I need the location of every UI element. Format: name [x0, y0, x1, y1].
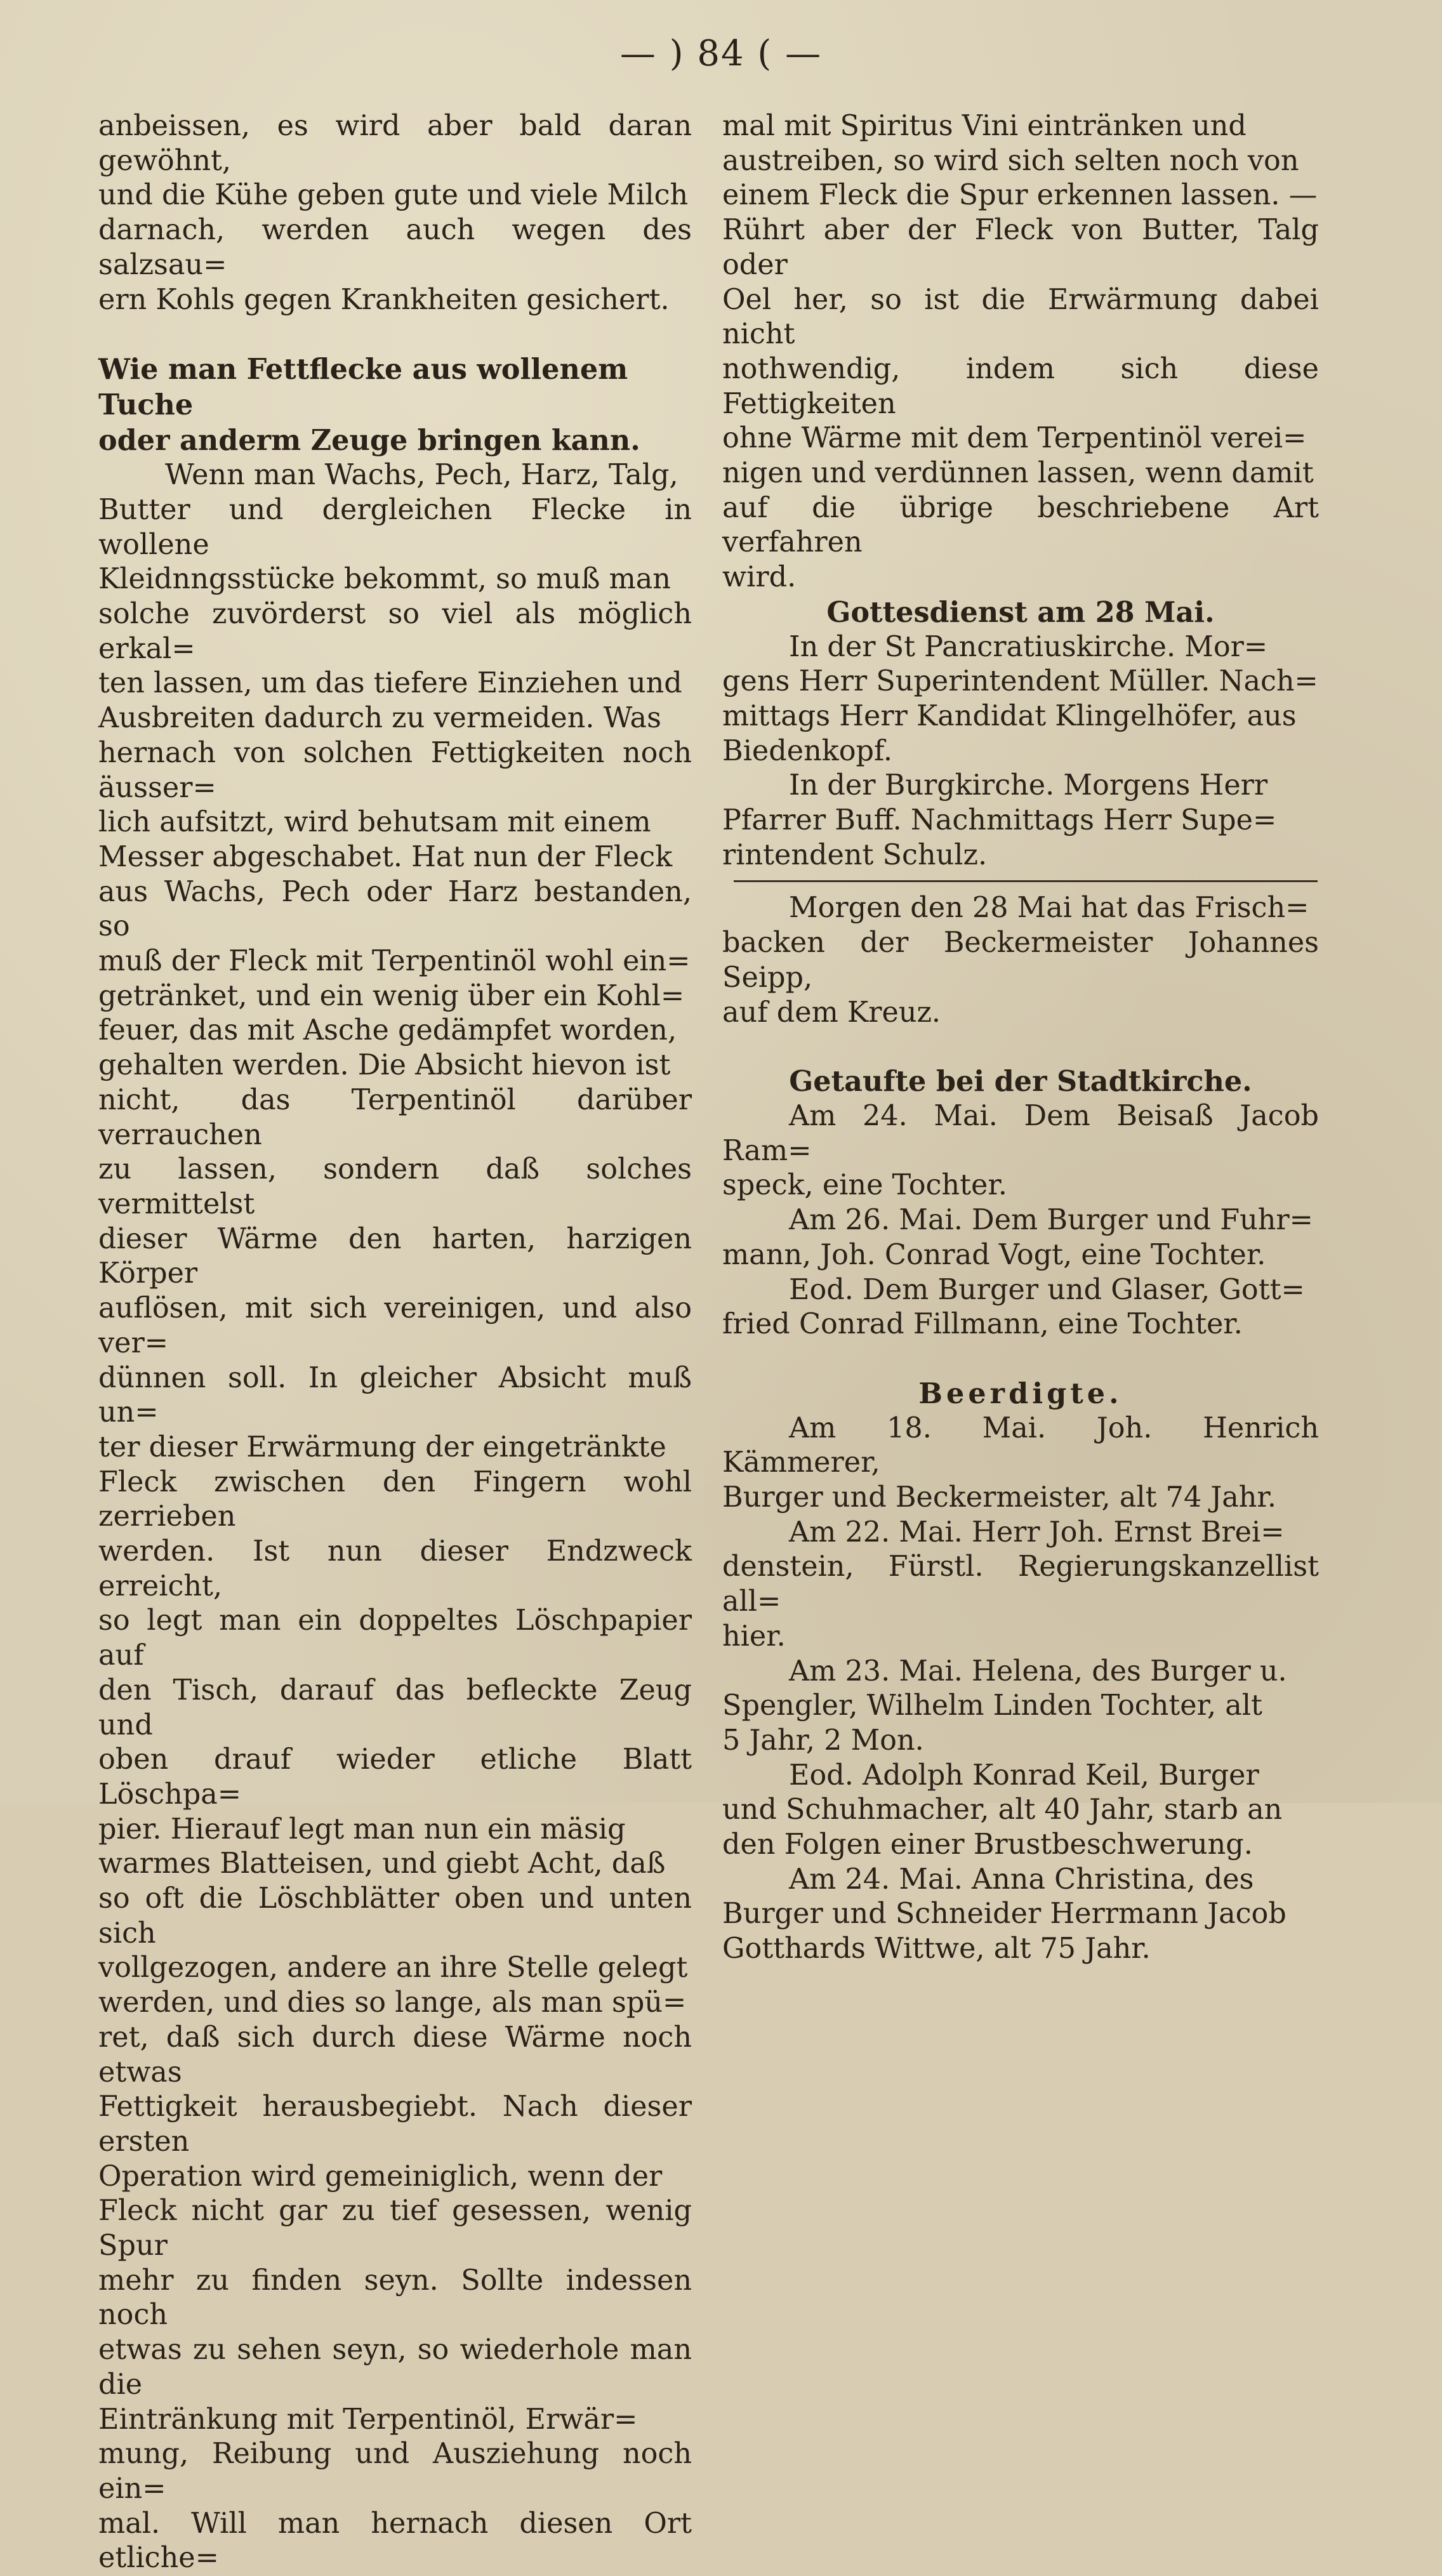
baptism-entry: Am 26. Mai. Dem Burger und Fuhr= mann, Joh. Conrad Vogt, eine Tochter. — [722, 1204, 1313, 1271]
section-divider — [734, 880, 1318, 882]
left-column — [98, 109, 692, 2576]
burials-heading: Beerdigte. — [918, 1377, 1123, 1410]
burial-entry: Am 24. Mai. Anna Christina, des Burger und Schneider Herrmann Jacob Gotthards Wittwe, alt 75 Jahr. — [722, 1863, 1287, 1965]
baptism-entry: Eod. Dem Burger und Glaser, Gott= fried Conrad Fillmann, eine Tochter. — [722, 1273, 1305, 1341]
service-burgkirche: In der Burgkirche. Morgens Herr Pfarrer Buff. Nachmittags Herr Supe= rintendent Schulz. — [722, 769, 1277, 871]
right-column — [722, 109, 1319, 1967]
article-body: Wenn man Wachs, Pech, Harz, Talg, Butter und dergleichen Flecke in wollene Kleidnngsstücke bekommt, so muß man solche zuvörderst so viel als möglich erkal= ten lassen, um das tiefere Einziehen und Ausbreiten dadurch zu vermeiden. Was hernach von solchen Fettigkeiten noch äusser= lich aufsitzt, wird behutsam mit einem Messer abgeschabet. Hat nun der Fleck aus Wachs, Pech oder Harz bestanden, so muß der Fleck mit Terpentinöl wohl ein= getränket, und ein wenig über ein Kohl= feuer, das mit Asche gedämpfet worden, gehalten werden. Die Absicht hievon ist nicht, das Terpentinöl darüber verrauchen zu lassen, sondern daß solches vermittelst dieser Wärme den harten, harzigen Körper auflösen, mit sich vereinigen, und also ver= dünnen soll. In gleicher Absicht muß un= ter dieser Erwärmung der eingetränkte Fleck zwischen den Fingern wohl zerrieben werden. Ist nun dieser Endzweck erreicht, so legt man ein doppeltes Löschpapier auf den Tisch, darauf das befleckte Zeug und oben drauf wieder etliche Blatt Löschpa= pier. Hierauf legt man nun ein mäsig warmes Blatteisen, und giebt Acht, daß so oft die Löschblätter oben und unten sich vollgezogen, andere an ihre Stelle gelegt werden, und dies so lange, als man spü= ret, daß sich durch diese Wärme noch etwas Fettigkeit herausbegiebt. Nach dieser ersten Operation wird gemeiniglich, wenn der Fleck nicht gar zu tief gesessen, wenig Spur mehr zu finden seyn. Sollte indessen noch etwas zu sehen seyn, so wiederhole man die Eintränkung mit Terpentinöl, Erwär= mung, Reibung und Ausziehung noch ein= mal. Will man hernach diesen Ort etliche= — [98, 459, 692, 2575]
baptism-entry: Am 24. Mai. Dem Beisaß Jacob Ram= speck, eine Tochter. — [722, 1099, 1319, 1202]
article-continued: mal mit Spiritus Vini eintränken und austreiben, so wird sich selten noch von einem Fleck die Spur erkennen lassen. — Rührt aber der Fleck von Butter, Talg oder Oel her, so ist die Erwärmung dabei nicht nothwendig, indem sich diese Fettigkeiten ohne Wärme mit dem Terpentinöl verei= nigen und verdünnen lassen, wenn damit auf die übrige beschriebene Art verfahren wird. — [722, 110, 1319, 594]
baker-notice: Morgen den 28 Mai hat das Frisch= backen der Beckermeister Johannes Seipp, auf dem Kreuz. — [722, 892, 1319, 1029]
service-heading: Gottesdienst am 28 Mai. — [826, 595, 1215, 629]
burial-entry: Am 23. Mai. Helena, des Burger u. Spengler, Wilhelm Linden Tochter, alt 5 Jahr, 2 Mon. — [722, 1655, 1287, 1757]
intro-paragraph: anbeissen, es wird aber bald daran gewöhnt, und die Kühe geben gute und viele Milch darnach, werden auch wegen des salzsau= ern Kohls gegen Krankheiten gesichert. — [98, 110, 692, 316]
burial-entry: Am 18. Mai. Joh. Henrich Kämmerer, Burger und Beckermeister, alt 74 Jahr. — [722, 1411, 1319, 1514]
article-title: Wie man Fettflecke aus wollenem Tuche oder anderm Zeuge bringen kann. — [98, 353, 640, 458]
baptized-heading: Getaufte bei der Stadtkirche. — [789, 1065, 1252, 1099]
page-number: — ) 84 ( — — [619, 33, 823, 74]
burial-entry: Eod. Adolph Konrad Keil, Burger und Schuhmacher, alt 40 Jahr, starb an den Folgen einer Brustbeschwerung. — [722, 1759, 1283, 1861]
service-pancratius: In der St Pancratiuskirche. Mor= gens Herr Superintendent Müller. Nach= mittags Herr Kandidat Klingelhöfer, aus Biedenkopf. — [722, 630, 1318, 767]
burial-entry: Am 22. Mai. Herr Joh. Ernst Brei= denstein, Fürstl. Regierungskanzellist all= hier. — [722, 1516, 1319, 1653]
